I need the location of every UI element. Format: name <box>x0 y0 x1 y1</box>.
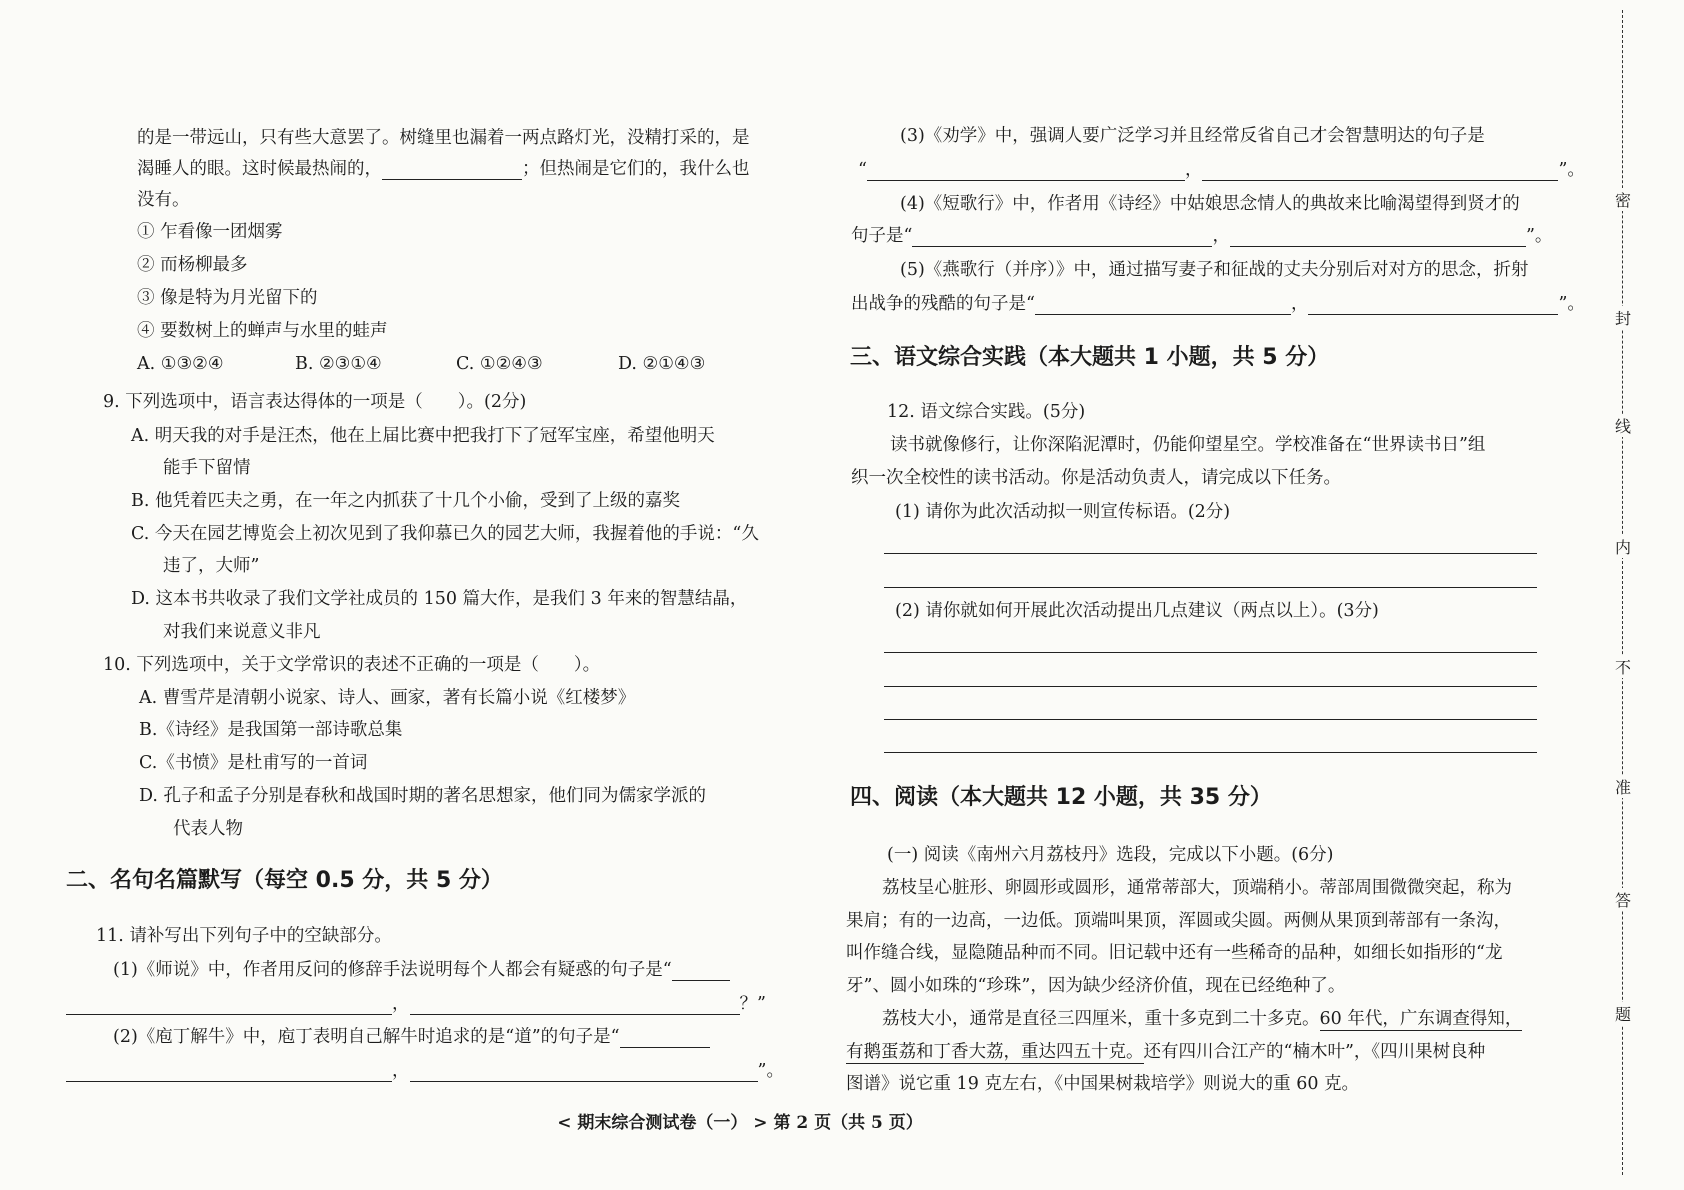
punct: ”。 <box>757 1061 784 1081</box>
punct: ， <box>392 994 410 1014</box>
q9-option-d-cont: 对我们来说意义非凡 <box>163 622 321 642</box>
q9-option-a: A. 明天我的对手是汪杰，他在上届比赛中把我打下了冠军宝座，希望他明天 <box>131 426 715 446</box>
q8-item: ① 乍看像一团烟雾 <box>137 222 283 242</box>
q11-3-answer-line <box>858 160 1585 181</box>
q12-1-prompt: (1) 请你为此次活动拟一则宣传标语。(2分) <box>895 502 1231 522</box>
answer-line[interactable] <box>884 719 1537 720</box>
reading-p2-line <box>882 1009 1522 1030</box>
q11-2-prompt <box>113 1027 710 1048</box>
q8-item: ④ 要数树上的蝉声与水里的蛙声 <box>137 321 388 341</box>
q9-option-c-cont: 违了，大师” <box>163 556 260 576</box>
passage-line-3: 没有。 <box>137 190 190 210</box>
punct: ”。 <box>1558 294 1585 314</box>
answer-blank[interactable] <box>1230 228 1526 247</box>
answer-blank[interactable] <box>912 228 1212 247</box>
q12-text-2: 织一次全校性的读书活动。你是活动负责人，请完成以下任务。 <box>851 468 1341 488</box>
reading-intro: (一) 阅读《南州六月荔枝丹》选段，完成以下小题。(6分) <box>887 845 1334 865</box>
answer-line[interactable] <box>884 587 1537 588</box>
answer-blank[interactable] <box>620 1029 710 1048</box>
margin-char: 封 <box>1610 306 1636 329</box>
q8-item: ③ 像是特为月光留下的 <box>137 288 318 308</box>
q11-stem: 11. 请补写出下列句子中的空缺部分。 <box>96 926 392 946</box>
q8-option-d: D. ②①④③ <box>618 354 706 374</box>
reading-text: 荔枝大小，通常是直径三四厘米，重十多克到二十多克。 <box>882 1009 1320 1029</box>
margin-char: 内 <box>1610 535 1636 558</box>
punct: ， <box>392 1061 410 1081</box>
answer-line[interactable] <box>884 752 1537 753</box>
passage-line-2 <box>137 159 750 180</box>
margin-char: 线 <box>1610 414 1636 437</box>
section-3-title: 三、语文综合实践（本大题共 1 小题，共 5 分） <box>850 345 1330 370</box>
q11-4-answer-line <box>851 226 1552 247</box>
q9-stem: 9. 下列选项中，语言表达得体的一项是（ ）。(2分) <box>103 392 527 412</box>
q10-option-d-cont: 代表人物 <box>173 819 243 839</box>
q11-1-text: (1)《师说》中，作者用反问的修辞手法说明每个人都会有疑惑的句子是“ <box>113 960 672 980</box>
binding-dashed-line <box>1622 10 1623 1175</box>
q10-option-c: C.《书愤》是杜甫写的一首词 <box>139 753 368 773</box>
punct: “ <box>858 160 867 180</box>
q10-option-d: D. 孔子和孟子分别是春秋和战国时期的著名思想家，他们同为儒家学派的 <box>139 786 707 806</box>
reading-p1-line: 牙”、圆小如珠的“珍珠”，因为缺少经济价值，现在已经绝种了。 <box>846 976 1346 996</box>
reading-p1-line: 果肩；有的一边高，一边低。顶端叫果顶，浑圆或尖圆。两侧从果顶到蒂部有一条沟， <box>846 911 1511 931</box>
answer-line[interactable] <box>884 686 1537 687</box>
answer-blank[interactable] <box>1035 296 1291 315</box>
answer-blank[interactable] <box>1308 296 1558 315</box>
q8-option-a: A. ①③②④ <box>137 354 224 374</box>
passage-line-1: 的是一带远山，只有些大意罢了。树缝里也漏着一两点路灯光，没精打采的，是 <box>137 128 750 148</box>
punct: ， <box>1212 226 1230 246</box>
passage-text: 渴睡人的眼。这时候最热闹的， <box>137 159 382 179</box>
q11-4-text: 句子是“ <box>851 226 913 246</box>
page-footer: < 期末综合测试卷（一） > 第 2 页（共 5 页） <box>557 1113 923 1133</box>
margin-char: 不 <box>1610 655 1636 678</box>
answer-line[interactable] <box>884 652 1537 653</box>
section-4-title: 四、阅读（本大题共 12 小题，共 35 分） <box>850 785 1272 810</box>
q11-1-prompt <box>113 960 730 981</box>
reading-p1-line: 叫作缝合线，显隐随品种而不同。旧记载中还有一些稀奇的品种，如细长如指形的“龙 <box>846 943 1503 963</box>
q9-option-a-cont: 能手下留情 <box>163 458 251 478</box>
q8-option-b: B. ②③①④ <box>295 354 382 374</box>
answer-blank[interactable] <box>410 1063 758 1082</box>
q11-5-prompt: (5)《燕歌行（并序）》中，通过描写妻子和征战的丈夫分别后对对方的思念，折射 <box>900 260 1529 280</box>
answer-blank[interactable] <box>382 161 522 180</box>
q11-2-answer-line <box>66 1061 784 1082</box>
q8-item: ② 而杨柳最多 <box>137 255 248 275</box>
q10-option-a: A. 曹雪芹是清朝小说家、诗人、画家，著有长篇小说《红楼梦》 <box>139 688 636 708</box>
underlined-text: 60 年代，广东调查得知， <box>1319 1009 1523 1029</box>
passage-text: ；但热闹是它们的，我什么也 <box>522 159 750 179</box>
q11-1-answer-line <box>66 994 766 1015</box>
answer-blank[interactable] <box>66 1063 392 1082</box>
reading-p2-line: 图谱》说它重 19 克左右，《中国果树栽培学》则说大的重 60 克。 <box>846 1074 1360 1094</box>
section-2-title: 二、名句名篇默写（每空 0.5 分，共 5 分） <box>66 868 503 893</box>
reading-p2-line <box>846 1042 1485 1063</box>
answer-blank[interactable] <box>1202 162 1558 181</box>
q11-2-text: (2)《庖丁解牛》中，庖丁表明自己解牛时追求的是“道”的句子是“ <box>113 1027 620 1047</box>
q11-4-prompt: (4)《短歌行》中，作者用《诗经》中姑娘思念情人的典故来比喻渴望得到贤才的 <box>900 194 1520 214</box>
punct: ”。 <box>1558 160 1585 180</box>
q8-option-c: C. ①②④③ <box>456 354 543 374</box>
q12-text-1: 读书就像修行，让你深陷泥潭时，仍能仰望星空。学校准备在“世界读书日”组 <box>890 435 1486 455</box>
q9-option-b: B. 他凭着匹夫之勇，在一年之内抓获了十几个小偷，受到了上级的嘉奖 <box>131 491 680 511</box>
underlined-text: 有鹅蛋荔和丁香大荔，重达四五十克。 <box>846 1042 1144 1062</box>
punct: ？” <box>739 994 766 1014</box>
answer-blank[interactable] <box>410 996 740 1015</box>
punct: ， <box>1290 294 1309 314</box>
margin-char: 准 <box>1610 775 1636 798</box>
margin-char: 答 <box>1610 888 1636 911</box>
q12-stem: 12. 语文综合实践。(5分) <box>887 402 1086 422</box>
punct: ， <box>1184 160 1203 180</box>
reading-text: 还有四川合江产的“楠木叶”，《四川果树良种 <box>1143 1042 1486 1062</box>
answer-blank[interactable] <box>867 162 1185 181</box>
answer-blank[interactable] <box>66 996 392 1015</box>
q9-option-d: D. 这本书共收录了我们文学社成员的 150 篇大作，是我们 3 年来的智慧结晶， <box>131 589 748 609</box>
q10-option-b: B.《诗经》是我国第一部诗歌总集 <box>139 720 403 740</box>
margin-char: 密 <box>1610 188 1636 211</box>
punct: ”。 <box>1525 226 1553 246</box>
q9-option-c: C. 今天在园艺博览会上初次见到了我仰慕已久的园艺大师，我握着他的手说：“久 <box>131 524 759 544</box>
answer-line[interactable] <box>884 553 1537 554</box>
q11-3-prompt: (3)《劝学》中，强调人要广泛学习并且经常反省自己才会智慧明达的句子是 <box>900 126 1485 146</box>
answer-blank[interactable] <box>672 962 730 981</box>
q12-2-prompt: (2) 请你就如何开展此次活动提出几点建议（两点以上）。(3分) <box>895 601 1379 621</box>
reading-p1-line: 荔枝呈心脏形、卵圆形或圆形，通常蒂部大，顶端稍小。蒂部周围微微突起，称为 <box>882 878 1512 898</box>
q11-5-text: 出战争的残酷的句子是“ <box>851 294 1035 314</box>
margin-char: 题 <box>1610 1002 1636 1025</box>
q11-5-answer-line <box>851 294 1585 315</box>
q10-stem: 10. 下列选项中，关于文学常识的表述不正确的一项是（ ）。 <box>103 655 601 675</box>
